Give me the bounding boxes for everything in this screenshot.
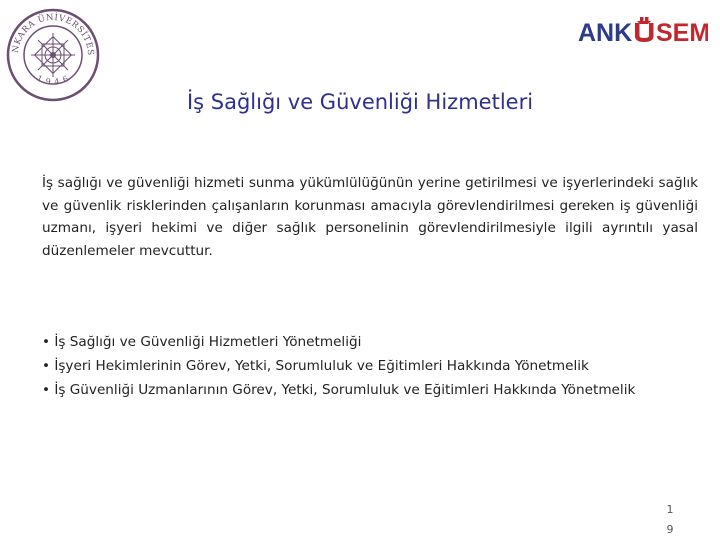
ankusem-logo-icon bbox=[578, 14, 708, 46]
ankusem-u-mark bbox=[635, 17, 654, 42]
list-item: • İş Güvenliği Uzmanlarının Görev, Yetki, Sorumluluk ve Eğitimleri Hakkında Yönetmelik bbox=[42, 382, 636, 398]
seal-year-text: 1 9 4 6 bbox=[35, 73, 71, 87]
page-title: İş Sağlığı ve Güvenliği Hizmetleri bbox=[186, 90, 534, 114]
list-item: • İşyeri Hekimlerinin Görev, Yetki, Sorumluluk ve Eğitimleri Hakkında Yönetmelik bbox=[42, 358, 589, 374]
list-item: • İş Sağlığı ve Güvenliği Hizmetleri Yönetmeliği bbox=[42, 334, 362, 350]
ankusem-suffix-text: SEM bbox=[656, 19, 708, 46]
ankusem-prefix-text: ANK bbox=[578, 19, 633, 46]
page-number bbox=[652, 500, 688, 540]
page-number-line2: 9 bbox=[666, 523, 674, 536]
intro-paragraph: İş sağlığı ve güvenliği hizmeti sunma yükümlülüğünün yerine getirilmesi ve işyerlerindeki sağlık ve güvenlik risklerinden çalışanların korunması amacıyla görevlendirilmesi gereken iş güvenliği uzmanı, işyeri hekimi ve diğer sağlık personelinin görevlendirilmesiyle ilgili ayrıntılı yasal düzenlemeler mevcuttur. bbox=[42, 175, 698, 259]
page-number-line1: 1 bbox=[666, 503, 674, 516]
regulation-list bbox=[42, 330, 698, 402]
ankusem-logo bbox=[578, 14, 708, 46]
seal-ring-text: NKARA ÜNİVERSİTES bbox=[10, 12, 96, 57]
